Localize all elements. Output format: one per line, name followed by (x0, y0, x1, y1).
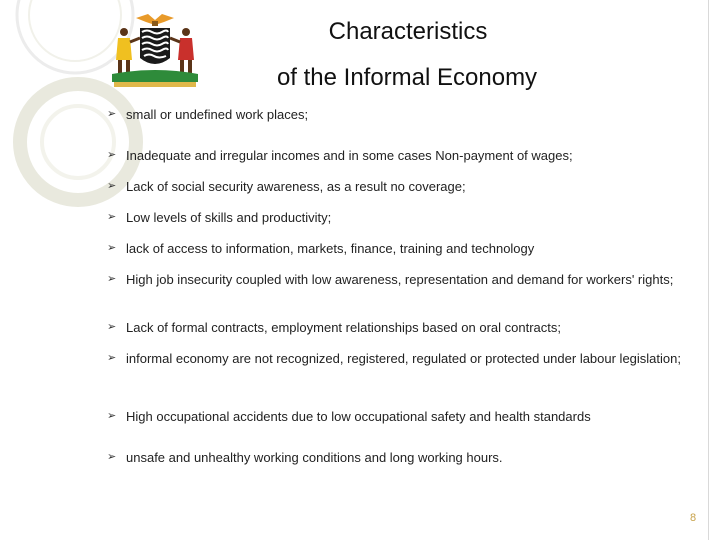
bullet-text: Lack of formal contracts, employment relationships based on oral contracts; (126, 320, 561, 335)
bullet-text: Low levels of skills and productivity; (126, 210, 332, 225)
bullet-text: Inadequate and irregular incomes and in some cases Non-payment of wages; (126, 148, 573, 163)
page-number: 8 (690, 512, 697, 524)
slide-title-line-1: Characteristics (328, 18, 488, 45)
bullet-text: Lack of social security awareness, as a result no coverage; (126, 179, 466, 194)
arrow-bullet-icon: ➢ (107, 108, 117, 120)
arrow-bullet-icon: ➢ (107, 180, 117, 192)
bullet-text: lack of access to information, markets, finance, training and technology (126, 241, 535, 256)
bullet-text: High occupational accidents due to low occupational safety and health standards (126, 409, 591, 424)
bullet-text: High job insecurity coupled with low awareness, representation and demand for workers' rights; (126, 272, 674, 287)
bullet-text: unsafe and unhealthy working conditions and long working hours. (126, 450, 503, 465)
arrow-bullet-icon: ➢ (107, 410, 117, 422)
arrow-bullet-icon: ➢ (107, 451, 117, 463)
arrow-bullet-icon: ➢ (107, 321, 117, 333)
slide-title-line-2: of the Informal Economy (276, 64, 538, 91)
arrow-bullet-icon: ➢ (107, 352, 117, 364)
arrow-bullet-icon: ➢ (107, 211, 117, 223)
arrow-bullet-icon: ➢ (107, 273, 117, 285)
bullet-text: informal economy are not recognized, registered, regulated or protected under labour legislation; (126, 351, 681, 366)
right-divider (708, 0, 709, 540)
arrow-bullet-icon: ➢ (107, 242, 117, 254)
arrow-bullet-icon: ➢ (107, 149, 117, 161)
coat-of-arms-emblem (100, 12, 210, 88)
bullet-text: small or undefined work places; (126, 107, 309, 122)
